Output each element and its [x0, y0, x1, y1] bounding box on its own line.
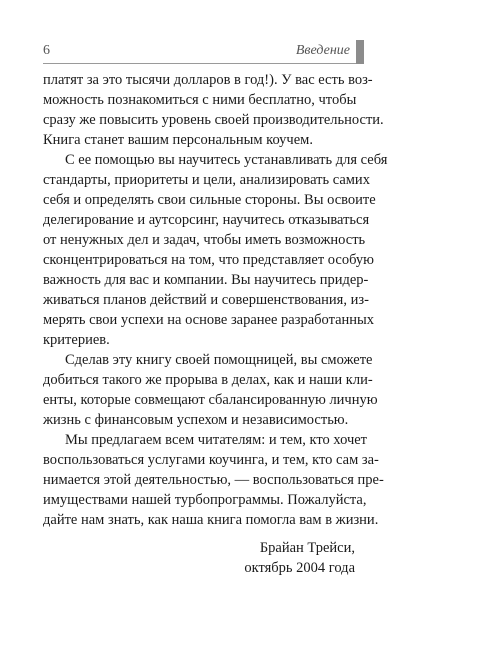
- paragraph-first-line: Сделав эту книгу своей помощницей, вы сможете: [65, 352, 373, 368]
- text-line: енты, которые совмещают сбалансированную личную: [43, 392, 378, 408]
- section-title: Введение: [295, 43, 350, 58]
- text-line: воспользоваться услугами коучинга, и тем, кто сам за-: [43, 452, 379, 468]
- text-line: живаться планов действий и совершенствования, из-: [43, 292, 369, 308]
- text-line: сконцентрироваться на том, что представляет особую: [43, 252, 374, 268]
- text-line: дайте нам знать, как наша книга помогла вам в жизни.: [43, 512, 379, 528]
- text-line: мерять свои успехи на основе заранее разработанных: [43, 312, 375, 328]
- signature-author: Брайан Трейси,: [259, 540, 355, 556]
- text-line: добиться такого же прорыва в делах, как и наши кли-: [43, 372, 373, 388]
- text-line: можность познакомиться с ними бесплатно, чтобы: [43, 92, 357, 108]
- page-number: 6: [43, 43, 50, 58]
- text-line: от ненужных дел и задач, чтобы иметь возможность: [43, 232, 366, 248]
- running-head: [43, 41, 364, 64]
- page-edge-mark: [356, 40, 364, 64]
- text-line: себя и определять свои сильные стороны. Вы освоите: [43, 192, 376, 208]
- signature-date: октябрь 2004 года: [244, 560, 355, 576]
- text-line: жизнь с финансовым успехом и независимостью.: [43, 412, 349, 428]
- text-line: делегирование и аутсорсинг, научитесь отказываться: [43, 212, 370, 228]
- text-line: Книга станет вашим персональным коучем.: [43, 132, 313, 148]
- text-line: имуществами нашей турбопрограммы. Пожалуйста,: [43, 492, 367, 508]
- text-line: критериев.: [43, 332, 110, 348]
- text-line: стандарты, приоритеты и цели, анализировать самих: [43, 172, 370, 188]
- paragraph-first-line: Мы предлагаем всем читателям: и тем, кто хочет: [65, 432, 368, 448]
- text-line: платят за это тысячи долларов в год!). У вас есть воз-: [43, 72, 373, 88]
- text-line: важность для вас и компании. Вы научитесь придер-: [43, 272, 369, 288]
- text-line: сразу же повысить уровень своей производительности.: [43, 112, 384, 128]
- text-line: нимается этой деятельностью, — воспользоваться пре-: [43, 472, 384, 488]
- paragraph-first-line: С ее помощью вы научитесь устанавливать для себя: [65, 152, 388, 168]
